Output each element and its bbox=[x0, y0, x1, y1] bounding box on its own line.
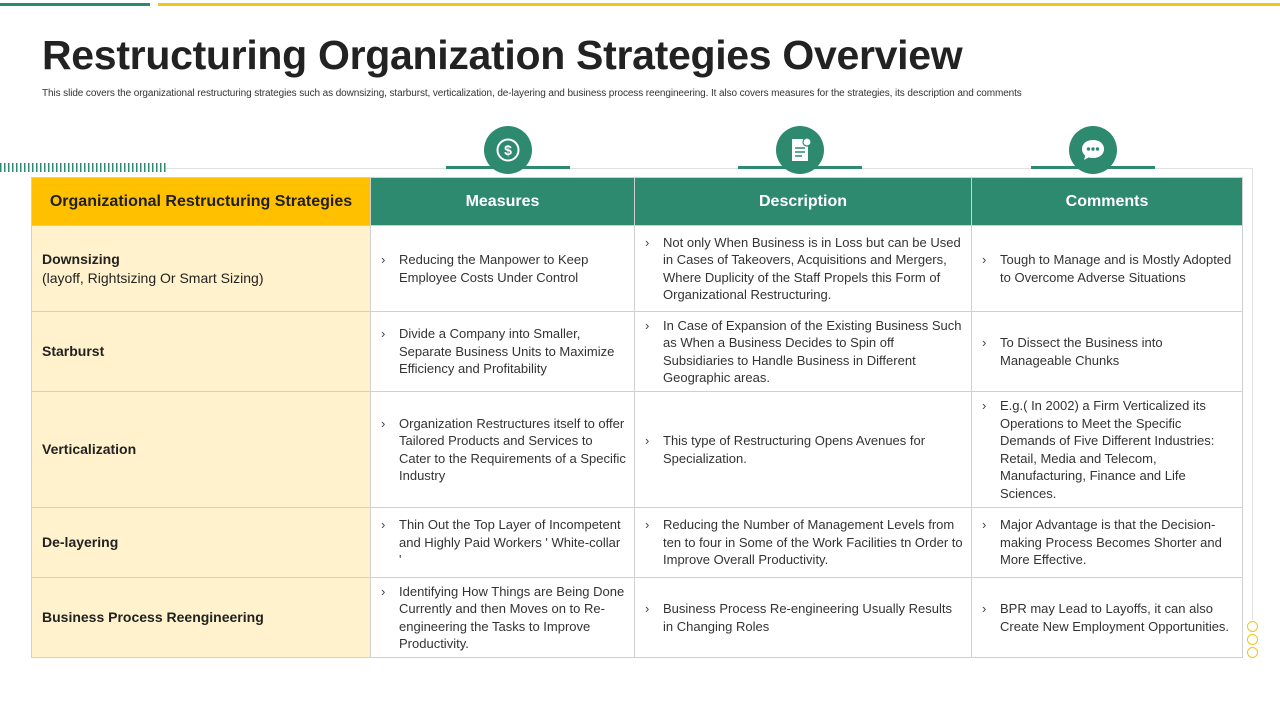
bullet-chevron-icon: › bbox=[645, 234, 650, 250]
header-comments: Comments bbox=[972, 178, 1243, 226]
header-strategies: Organizational Restructuring Strategies bbox=[32, 178, 371, 226]
strategy-name: Downsizing bbox=[42, 250, 120, 267]
bullet-chevron-icon: › bbox=[381, 415, 386, 431]
ring-icon bbox=[1247, 634, 1258, 645]
strategy-name: De-layering bbox=[42, 534, 119, 550]
bullet-chevron-icon: › bbox=[982, 335, 987, 350]
bullet-chevron-icon: › bbox=[982, 601, 987, 616]
table-row bbox=[32, 226, 1243, 312]
strategy-name: Verticalization bbox=[42, 441, 137, 457]
comments-cell bbox=[972, 392, 1243, 508]
bullet-chevron-icon: › bbox=[645, 517, 650, 533]
strategy-name: Starburst bbox=[42, 343, 105, 359]
comments-text: To Dissect the Business into Manageable Chunks bbox=[1000, 335, 1163, 368]
table-header-row bbox=[32, 178, 1243, 226]
strategy-subtitle: (layoff, Rightsizing Or Smart Sizing) bbox=[42, 269, 264, 286]
strategy-cell bbox=[32, 392, 371, 508]
strategy-cell bbox=[32, 508, 371, 578]
chat-bubble-icon bbox=[1069, 126, 1117, 174]
measures-cell bbox=[371, 508, 635, 578]
document-icon bbox=[776, 126, 824, 174]
ring-icon bbox=[1247, 647, 1258, 658]
measures-cell bbox=[371, 392, 635, 508]
bullet-chevron-icon: › bbox=[645, 317, 650, 333]
strategy-cell bbox=[32, 578, 371, 658]
bullet-chevron-icon: › bbox=[381, 252, 386, 267]
description-text: This type of Restructuring Opens Avenues for Specialization. bbox=[663, 433, 926, 466]
comments-icon-badge bbox=[1031, 126, 1155, 172]
bullet-chevron-icon: › bbox=[381, 517, 386, 533]
bullet-chevron-icon: › bbox=[381, 583, 386, 599]
decorative-hatch-bar bbox=[0, 163, 166, 172]
ring-icon bbox=[1247, 621, 1258, 632]
table-row bbox=[32, 578, 1243, 658]
comments-cell bbox=[972, 312, 1243, 392]
description-icon-badge bbox=[738, 126, 862, 172]
header-measures: Measures bbox=[371, 178, 635, 226]
description-cell bbox=[635, 508, 972, 578]
table-row bbox=[32, 392, 1243, 508]
measures-text: Divide a Company into Smaller, Separate Business Units to Maximize Efficiency and Profitability bbox=[399, 326, 615, 377]
svg-text:$: $ bbox=[504, 142, 512, 158]
description-cell bbox=[635, 392, 972, 508]
decorative-rings bbox=[1247, 621, 1259, 660]
bullet-chevron-icon: › bbox=[982, 517, 987, 533]
top-accent-bar-yellow bbox=[158, 3, 1280, 6]
table-row bbox=[32, 508, 1243, 578]
description-cell bbox=[635, 578, 972, 658]
top-accent-bar-teal bbox=[0, 3, 150, 6]
bullet-chevron-icon: › bbox=[645, 433, 650, 448]
measures-text: Thin Out the Top Layer of Incompetent and Highly Paid Workers ' White-collar ' bbox=[399, 517, 621, 568]
measures-icon-badge bbox=[446, 126, 570, 172]
bullet-chevron-icon: › bbox=[645, 601, 650, 616]
bullet-chevron-icon: › bbox=[381, 326, 386, 342]
strategy-cell bbox=[32, 226, 371, 312]
dollar-coin-icon bbox=[484, 126, 532, 174]
slide-subtitle: This slide covers the organizational restructuring strategies such as downsizing, starburst, verticalization, de-layering and business process reengineering. It also covers measures for the strategies, its description and comments bbox=[42, 88, 1022, 99]
measures-text: Organization Restructures itself to offer Tailored Products and Services to Cater to the Requirements of a Specific Industry bbox=[399, 415, 626, 483]
bullet-chevron-icon: › bbox=[982, 252, 987, 267]
measures-cell bbox=[371, 578, 635, 658]
comments-cell bbox=[972, 578, 1243, 658]
comments-text: BPR may Lead to Layoffs, it can also Create New Employment Opportunities. bbox=[1000, 601, 1230, 634]
strategies-table bbox=[31, 177, 1243, 658]
comments-cell bbox=[972, 226, 1243, 312]
bullet-chevron-icon: › bbox=[982, 398, 987, 413]
description-text: In Case of Expansion of the Existing Business Such as When a Business Decides to Spin off Subsidiaries to Handle Business in Different Geographic areas. bbox=[663, 317, 962, 385]
comments-text: Tough to Manage and is Mostly Adopted to Overcome Adverse Situations bbox=[1000, 252, 1232, 285]
comments-text: Major Advantage is that the Decision-making Process Becomes Shorter and More Effective. bbox=[1000, 517, 1222, 568]
strategy-name: Business Process Reengineering bbox=[42, 609, 264, 625]
description-text: Not only When Business is in Loss but can be Used in Cases of Takeovers, Acquisitions and Mergers, Where Duplicity of the Staff Propels this Form of Organizational Restructuring. bbox=[663, 234, 961, 302]
comments-text: E.g.( In 2002) a Firm Verticalized its Operations to Meet the Specific Demands of Five Different Industries: Retail, Media and Telecom, Manufacturing, Finance and Life Sciences. bbox=[1000, 398, 1215, 501]
description-cell bbox=[635, 312, 972, 392]
measures-cell bbox=[371, 226, 635, 312]
measures-text: Identifying How Things are Being Done Currently and then Moves on to Re-engineering the Tasks to Improve Productivity. bbox=[399, 583, 625, 651]
description-cell bbox=[635, 226, 972, 312]
comments-cell bbox=[972, 508, 1243, 578]
strategy-cell bbox=[32, 312, 371, 392]
measures-text: Reducing the Manpower to Keep Employee Costs Under Control bbox=[399, 252, 589, 285]
measures-cell bbox=[371, 312, 635, 392]
description-text: Business Process Re-engineering Usually Results in Changing Roles bbox=[663, 601, 953, 634]
slide-title: Restructuring Organization Strategies Overview bbox=[42, 32, 963, 78]
description-text: Reducing the Number of Management Levels from ten to four in Some of the Work Facilities tn Order to Improve Overall Productivity. bbox=[663, 517, 963, 568]
frame-line-right bbox=[1252, 168, 1253, 620]
header-description: Description bbox=[635, 178, 972, 226]
table-row bbox=[32, 312, 1243, 392]
